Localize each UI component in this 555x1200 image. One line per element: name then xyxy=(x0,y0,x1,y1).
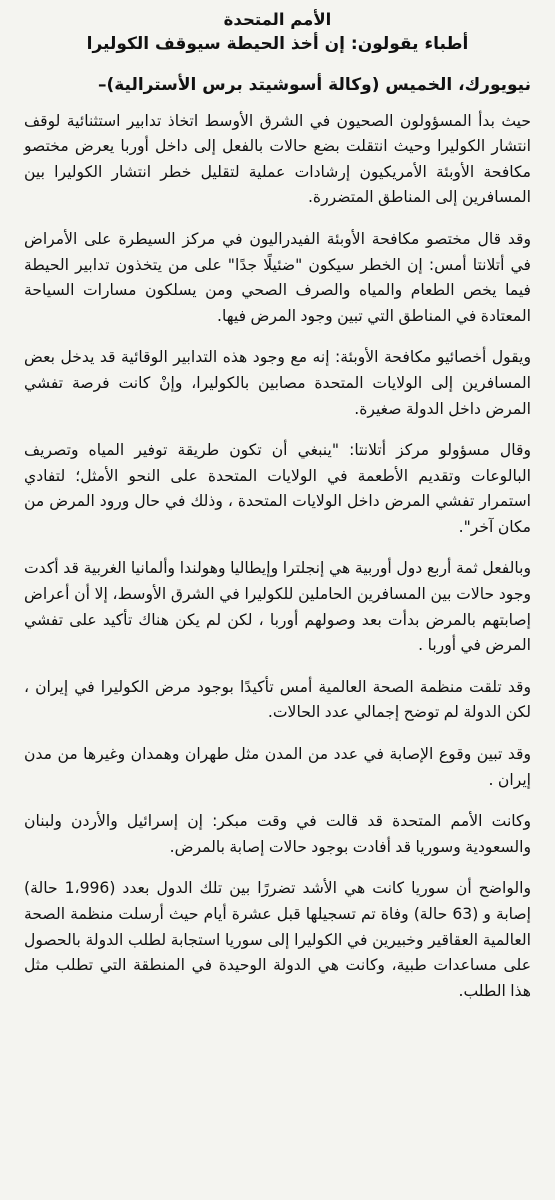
article-headline: أطباء يقولون: إن أخذ الحيطة سيوقف الكوليرا xyxy=(86,33,469,54)
paragraph: وقد تلقت منظمة الصحة العالمية أمس تأكيدًا بوجود مرض الكوليرا في إيران ، لكن الدولة لم توضح إجمالي عدد الحالات. xyxy=(24,677,531,722)
paragraph: وقد تبين وقوع الإصابة في عدد من المدن مثل طهران وهمدان وغيرها من مدن إيران . xyxy=(24,745,531,789)
paragraph: ويقول أخصائيو مكافحة الأوبئة: إنه مع وجود هذه التدابير الوقائية قد يدخل بعض المسافرين إلى الولايات المتحدة مصابين بالكوليرا، وإنْ كانت فرصة تفشي المرض داخل الدولة صغيرة. xyxy=(24,348,531,418)
paragraph: والواضح أن سوريا كانت هي الأشد تضررًا بين تلك الدول بعدد (1،996 حالة) إصابة و (63 حالة) وفاة تم تسجيلها قبل عشرة أيام حيث أرسلت منظمة الصحة العالمية العقاقير وخبيرين في الكوليرا إلى سوريا استجابة لطلب الدولة بالحصول على مساعدات طبية، وكانت هي الدولة الوحيدة في المنطقة التي تطلب مثل هذا الطلب. xyxy=(24,879,531,1000)
article-body xyxy=(24,109,531,1005)
paragraph: وقد قال مختصو مكافحة الأوبئة الفيدراليون في مركز السيطرة على الأمراض في أتلانتا أمس: إن الخطر سيكون "ضئيلًا جدًا" على من يتخذون تدابير الحيطة فيما يخص الطعام والمياه والصرف الصحي ومن يسلكون مسارات السياحة المعتادة في المناطق التي تبين وجود المرض فيها. xyxy=(24,229,531,325)
article-header xyxy=(24,8,531,57)
paragraph: حيث بدأ المسؤولون الصحيون في الشرق الأوسط اتخاذ تدابير استثنائية لوقف انتشار الكوليرا وحيث انتقلت بضع حالات بالفعل إلى داخل أوربا يعرض مختصو مكافحة الأوبئة الأمريكيون إرشادات عملية لتقليل خطر انتشار الكوليرا بين المسافرين إلى المناطق المتضررة. xyxy=(24,111,531,207)
source-title: الأمم المتحدة xyxy=(223,10,332,29)
paragraph: وقال مسؤولو مركز أتلانتا: "ينبغي أن تكون طريقة توفير المياه وتصريف البالوعات وتقديم الأطعمة في الولايات المتحدة على النحو الأمثل؛ لتفادي استمرار تفشي المرض داخل الولايات المتحدة ، وذلك في حال ورود المرض من مكان آخر". xyxy=(24,441,531,536)
paragraph: وكانت الأمم المتحدة قد قالت في وقت مبكر: إن إسرائيل والأردن ولبنان والسعودية وسوريا قد أفادت بوجود حالات إصابة بالمرض. xyxy=(24,812,531,856)
paragraph: وبالفعل ثمة أربع دول أوربية هي إنجلترا وإيطاليا وهولندا وألمانيا الغربية قد أكدت وجود حالات بين المسافرين الحاملين للكوليرا في الشرق الأوسط، إلا أن أعراض إصابتهم بالمرض بدأت بعد وصولهم أوربا ، لكن لم يكن هناك تأكيد على تفشي المرض في أوربا . xyxy=(24,559,531,655)
article-dateline: نيويورك، الخميس (وكالة أسوشيتد برس الأسترالية)– xyxy=(97,74,531,95)
